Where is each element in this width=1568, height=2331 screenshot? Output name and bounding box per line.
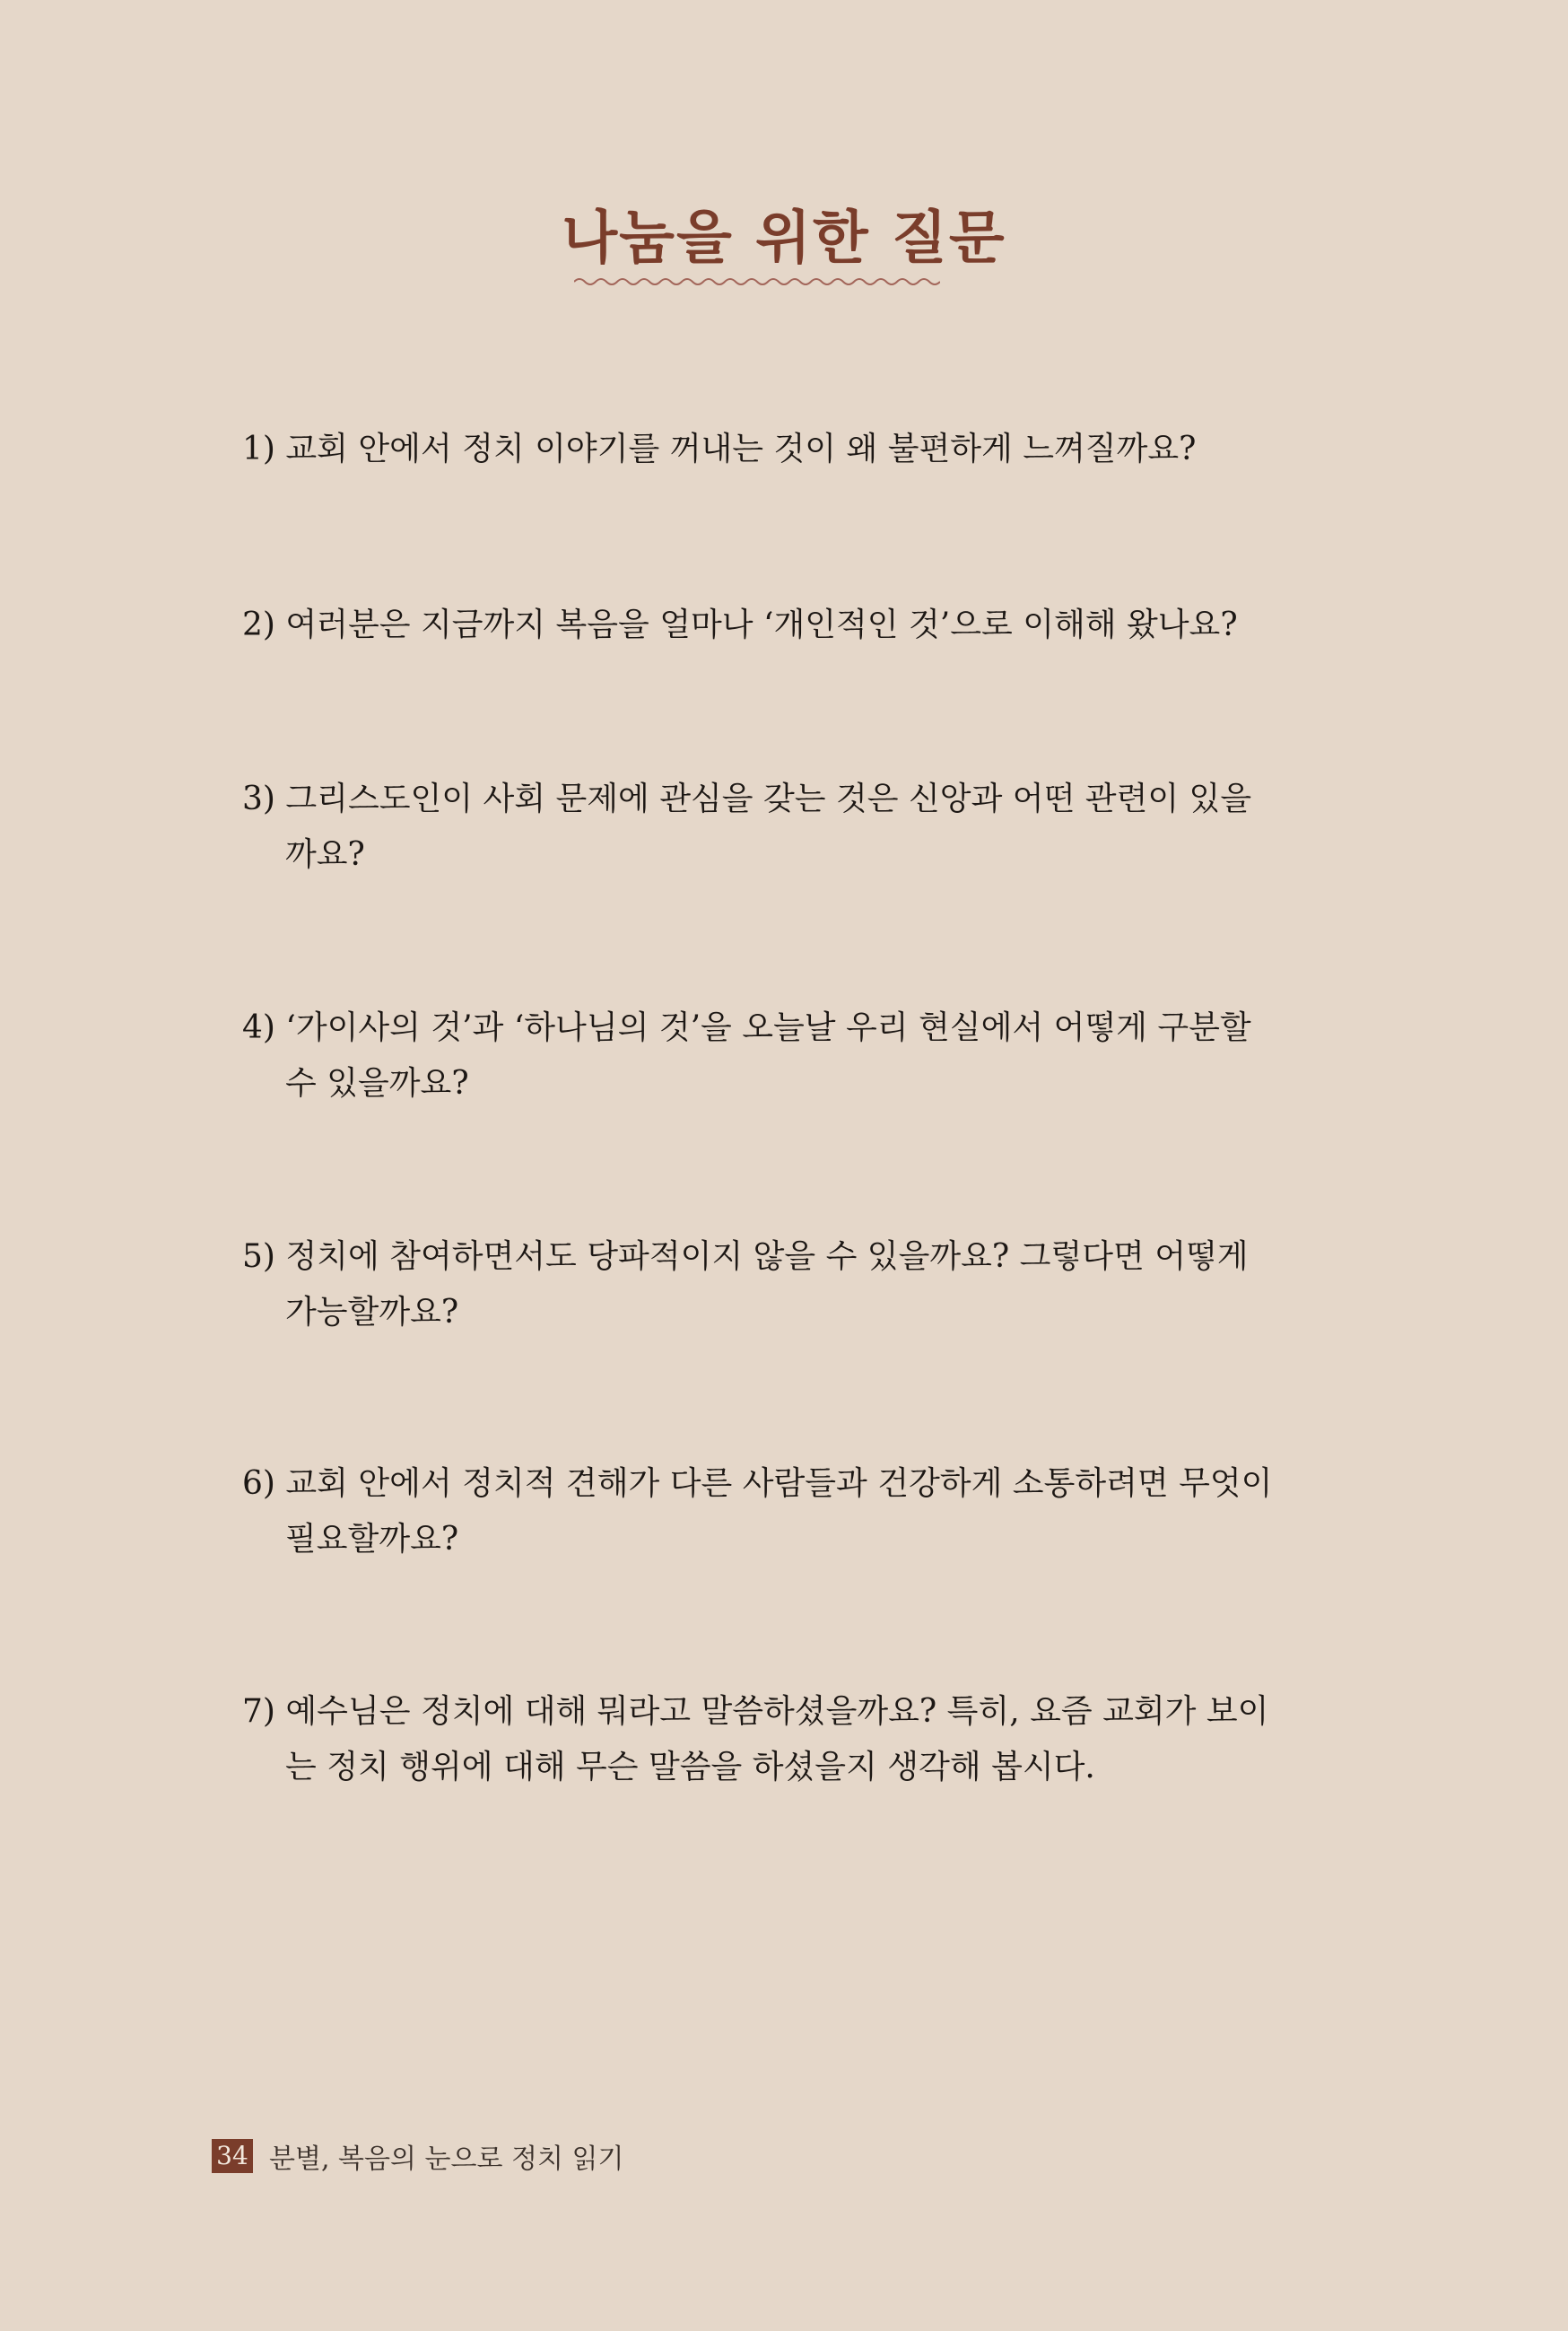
- question-text: 1) 교회 안에서 정치 이야기를 꺼내는 것이 왜 불편하게 느껴질까요?: [242, 431, 1197, 467]
- running-book-title: 분별, 복음의 눈으로 정치 읽기: [269, 2143, 624, 2175]
- question-text: 4) ‘가이사의 것’과 ‘하나님의 것’을 오늘날 우리 현실에서 어떻게 구분할: [242, 1009, 1251, 1046]
- question-text: 6) 교회 안에서 정치적 견해가 다른 사람들과 건강하게 소통하려면 무엇이: [242, 1465, 1273, 1502]
- question-text: 5) 정치에 참여하면서도 당파적이지 않을 수 있을까요? 그렇다면 어떻게: [242, 1238, 1249, 1275]
- question-text: 2) 여러분은 지금까지 복음을 얼마나 ‘개인적인 것’으로 이해해 왔나요?: [242, 607, 1238, 643]
- question-item-3: [242, 772, 1363, 883]
- page-title: 나눔을 위한 질문: [562, 205, 1006, 272]
- question-text-continued: 는 정치 행위에 대해 무슨 말씀을 하셨을지 생각해 봅시다.: [285, 1749, 1095, 1785]
- question-item-5: [242, 1229, 1363, 1340]
- question-item-7: [242, 1684, 1363, 1795]
- question-item-1: [242, 422, 1363, 477]
- question-text-continued: 까요?: [285, 836, 365, 873]
- question-text: 3) 그리스도인이 사회 문제에 관심을 갖는 것은 신앙과 어떤 관련이 있을: [242, 781, 1252, 817]
- question-text-continued: 가능할까요?: [285, 1294, 459, 1331]
- question-item-6: [242, 1456, 1363, 1567]
- question-text: 7) 예수님은 정치에 대해 뭐라고 말씀하셨을까요? 특히, 요즘 교회가 보이: [242, 1693, 1269, 1730]
- question-item-4: [242, 1000, 1363, 1112]
- title-wavy-underline: [574, 275, 940, 289]
- page-number: 34: [212, 2139, 253, 2173]
- question-item-2: [242, 598, 1363, 653]
- question-text-continued: 수 있을까요?: [285, 1065, 469, 1102]
- page-footer: [212, 2138, 623, 2174]
- question-text-continued: 필요할까요?: [285, 1521, 459, 1558]
